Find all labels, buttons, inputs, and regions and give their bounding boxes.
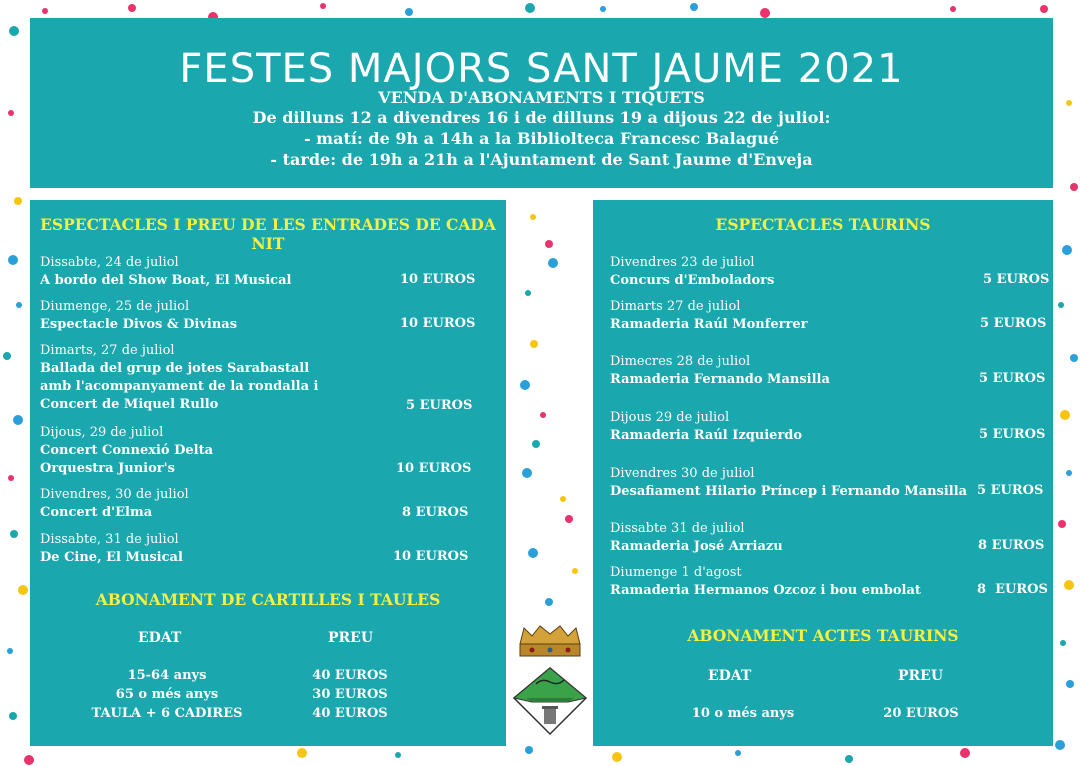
- confetti-dot: [24, 755, 34, 765]
- confetti-dot: [1060, 640, 1066, 646]
- page-title: FESTES MAJORS SANT JAUME 2021: [179, 46, 904, 92]
- sale-afternoon: - tarde: de 19h a 21h a l'Ajuntament de Sant Jaume d'Enveja: [270, 150, 813, 169]
- crown-icon: [520, 626, 580, 656]
- confetti-dot: [1066, 680, 1074, 688]
- list-item: Dimecres 28 de juliol Ramaderia Fernando Mansilla: [610, 354, 830, 387]
- sale-title: VENDA D'ABONAMENTS I TIQUETS: [378, 88, 705, 107]
- confetti-dot: [530, 340, 538, 348]
- event-price: 8 EUROS: [402, 505, 469, 520]
- confetti-dot: [565, 515, 573, 523]
- event-price: 10 EUROS: [400, 272, 476, 287]
- nightly-shows-panel: [30, 200, 506, 746]
- event-price: 5 EUROS: [980, 316, 1047, 331]
- list-item: Divendres, 30 de juliol Concert d'Elma: [40, 487, 189, 520]
- bull-events-panel: [593, 200, 1053, 746]
- confetti-dot: [735, 750, 741, 756]
- confetti-dot: [520, 380, 530, 390]
- confetti-dot: [128, 4, 136, 12]
- confetti-dot: [395, 752, 401, 758]
- list-item: Dissabte, 24 de juliol A bordo del Show Boat, El Musical: [40, 255, 292, 288]
- confetti-dot: [532, 440, 540, 448]
- confetti-dot: [1058, 520, 1066, 528]
- confetti-dot: [1066, 470, 1072, 476]
- event-price: 5 EUROS: [979, 427, 1046, 442]
- confetti-dot: [1070, 183, 1078, 191]
- confetti-dot: [545, 598, 553, 606]
- confetti-dot: [8, 475, 14, 481]
- confetti-dot: [16, 302, 22, 308]
- price-cell: 20 EUROS: [883, 706, 959, 721]
- confetti-dot: [9, 712, 17, 720]
- list-item: Divendres 30 de juliol Desafiament Hilario Príncep i Fernando Mansilla: [610, 466, 968, 499]
- list-item: Divendres 23 de juliol Concurs d'Emboladors: [610, 255, 775, 288]
- list-item: Dimarts, 27 de juliol Ballada del grup de jotes Sarabastall amb l'acompanyament de la rondalla i Concert de Miquel Rullo: [40, 343, 319, 412]
- confetti-dot: [1040, 5, 1048, 13]
- sale-morning: - matí: de 9h a 14h a la Biblioltecа Francesc Balagué: [303, 129, 780, 148]
- confetti-dot: [10, 530, 18, 538]
- price-column-header: PREU: [898, 668, 944, 684]
- confetti-dot: [600, 6, 606, 12]
- confetti-dot: [525, 746, 533, 754]
- confetti-dot: [760, 8, 770, 18]
- confetti-dot: [18, 585, 28, 595]
- confetti-dot: [1066, 100, 1072, 106]
- confetti-dot: [1070, 354, 1078, 362]
- confetti-dot: [845, 755, 853, 763]
- confetti-dot: [1058, 302, 1064, 308]
- confetti-dot: [530, 214, 536, 220]
- sale-dates: De dilluns 12 a divendres 16 i de dilluns 19 a dijous 22 de juliol:: [252, 108, 831, 127]
- event-price: 10 EUROS: [393, 549, 469, 564]
- confetti-dot: [528, 548, 538, 558]
- list-item: Dijous, 29 de juliol Concert Connexió Delta Orquestra Junior's: [40, 425, 214, 476]
- price-cell: 40 EUROS: [312, 668, 388, 683]
- confetti-dot: [320, 3, 326, 9]
- confetti-dot: [612, 752, 622, 762]
- confetti-dot: [3, 352, 11, 360]
- confetti-dot: [8, 255, 18, 265]
- confetti-dot: [1055, 740, 1065, 750]
- event-price: 10 EUROS: [400, 316, 476, 331]
- age-cell: 65 o més anys: [115, 687, 219, 702]
- list-item: Diumenge, 25 de juliol Espectacle Divos & Divinas: [40, 299, 238, 332]
- confetti-dot: [690, 3, 698, 11]
- price-cell: 30 EUROS: [312, 687, 388, 702]
- list-item: Dimarts 27 de juliol Ramaderia Raúl Monferrer: [610, 299, 808, 332]
- confetti-dot: [8, 110, 14, 116]
- event-price: 5 EUROS: [977, 483, 1044, 498]
- confetti-dot: [540, 412, 546, 418]
- price-cell: 40 EUROS: [312, 706, 388, 721]
- confetti-dot: [950, 6, 956, 12]
- age-column-header: EDAT: [708, 668, 752, 684]
- confetti-dot: [560, 496, 566, 502]
- event-price: 10 EUROS: [396, 461, 472, 476]
- confetti-dot: [14, 197, 22, 205]
- age-cell: 15-64 anys: [127, 668, 207, 683]
- confetti-dot: [1062, 245, 1072, 255]
- list-item: Dissabte, 31 de juliol De Cine, El Musical: [40, 532, 183, 565]
- confetti-dot: [525, 3, 535, 13]
- municipal-emblem: [508, 622, 592, 740]
- age-column-header: EDAT: [138, 630, 182, 646]
- confetti-dot: [572, 568, 578, 574]
- list-item: Dijous 29 de juliol Ramaderia Raúl Izquierdo: [610, 410, 803, 443]
- price-column-header: PREU: [328, 630, 374, 646]
- event-price: 5 EUROS: [406, 398, 473, 413]
- confetti-dot: [7, 648, 13, 654]
- event-price: 8 EUROS: [978, 538, 1045, 553]
- confetti-dot: [545, 240, 553, 248]
- list-item: Diumenge 1 d'agost Ramaderia Hermanos Ozcoz i bou embolat: [610, 565, 921, 598]
- confetti-dot: [548, 258, 558, 268]
- event-price: 5 EUROS: [979, 371, 1046, 386]
- confetti-dot: [9, 26, 19, 36]
- coat-of-arms-icon: [514, 668, 586, 734]
- header-panel: [30, 18, 1053, 188]
- event-price: 8 EUROS: [977, 582, 1048, 597]
- confetti-dot: [42, 8, 48, 14]
- age-cell: 10 o més anys: [691, 706, 795, 721]
- confetti-dot: [525, 290, 531, 296]
- confetti-dot: [960, 748, 970, 758]
- event-price: 5 EUROS: [983, 272, 1050, 287]
- confetti-dot: [405, 8, 413, 16]
- season-pass-title: ABONAMENT DE CARTILLES I TAULES: [95, 590, 441, 609]
- confetti-dot: [522, 468, 532, 478]
- confetti-dot: [1060, 410, 1070, 420]
- confetti-dot: [1064, 580, 1074, 590]
- confetti-dot: [297, 748, 307, 758]
- age-cell: TAULA + 6 CADIRES: [91, 706, 243, 721]
- bull-events-title: ESPECTACLES TAURINS: [715, 215, 931, 234]
- confetti-dot: [13, 415, 23, 425]
- bull-pass-title: ABONAMENT ACTES TAURINS: [687, 626, 959, 645]
- list-item: Dissabte 31 de juliol Ramaderia José Arriazu: [610, 521, 783, 554]
- nightly-shows-title: ESPECTACLES I PREU DE LES ENTRADES DE CADA NIT: [40, 215, 496, 253]
